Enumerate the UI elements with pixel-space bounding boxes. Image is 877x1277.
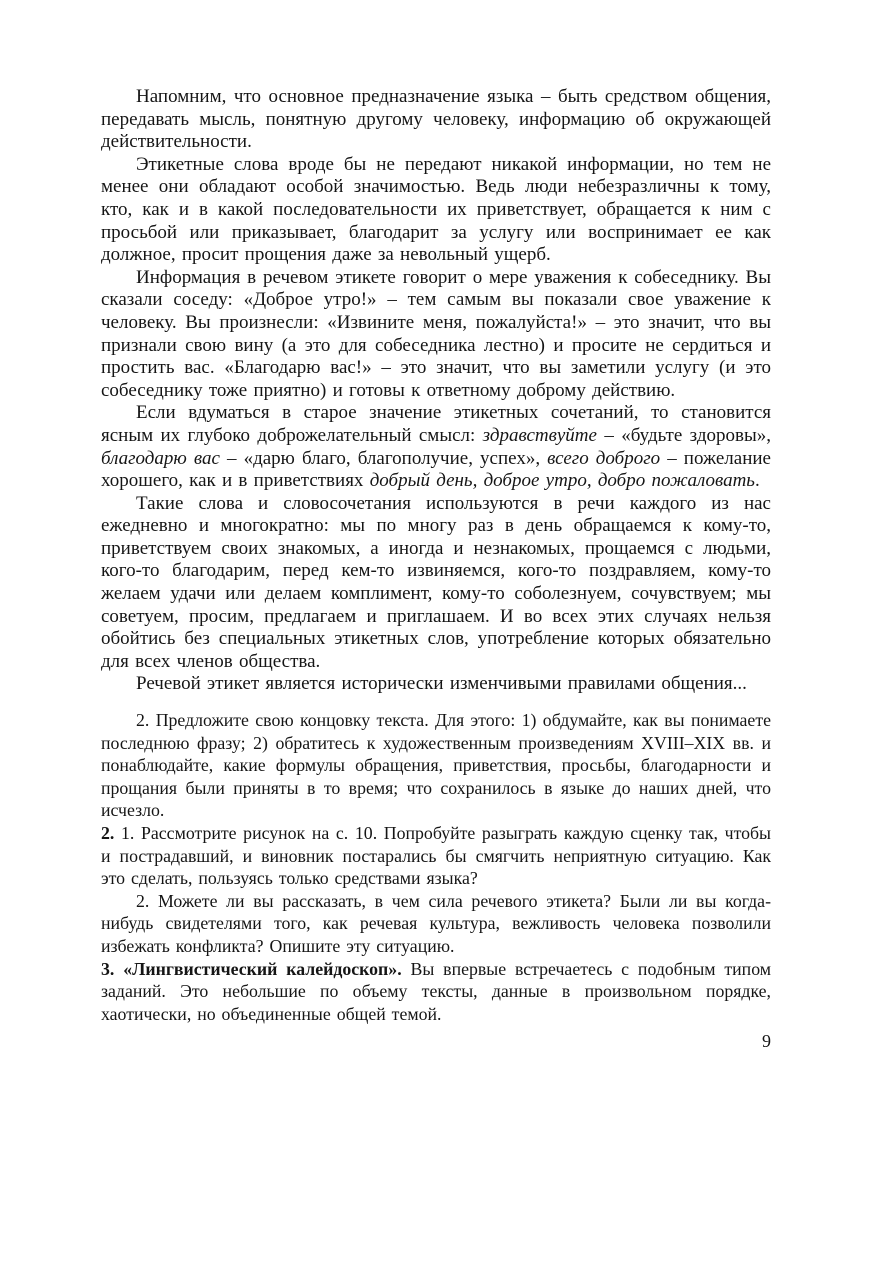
text-run: Вы впервые встречаетесь с подобным типом заданий. Это небольшие по объему тексты, данные в произвольном порядке, хаотически, но объединенные общей темой.: [101, 958, 771, 1024]
text-run: 2. Предложите свою концовку текста. Для этого: 1) обдумайте, как вы понимаете последнюю фразу; 2) обратитесь к художественным произведениям XVIII–XIX вв. и понаблюдайте, какие формулы обращения, приветствия, просьбы, благодарности и прощания были приняты в то время; что сохранилось в языке до наших дней, что исчезло.: [101, 710, 771, 821]
exercise-2-task-2: [101, 890, 771, 958]
italic-text-run: здравствуйте: [482, 424, 597, 446]
bold-text-run: 3. «Лингвистический калейдоскоп».: [101, 958, 402, 979]
para-language-purpose: [101, 86, 771, 154]
para-etiquette-words: [101, 154, 771, 267]
text-run: .: [754, 470, 760, 492]
text-run: – «будьте здоровы»,: [596, 424, 771, 446]
para-old-meanings: [101, 402, 771, 492]
text-run: Напомним, что основное предназначение языка – быть средством общения, передавать мысль, понятную другому человеку, информацию об окружающей действительности.: [101, 86, 771, 153]
text-run: Информация в речевом этикете говорит о мере уважения к собеседнику. Вы сказали соседу: «Доброе утро!» – тем самым вы показали свое уважение к человеку. Вы произнесли: «Извините меня, пожалуйста!» – это значит, что вы признали свою вину (а это для собеседника лестно) и просите не сердиться и простить вас. «Благодарю вас!» – это значит, что вы заметили услугу (и это собеседнику тоже приятно) и готовы к ответному доброму действию.: [101, 266, 771, 401]
exercise-2-task-1: [101, 822, 771, 890]
text-run: Если вдуматься в старое значение этикетных сочетаний, то становится ясным их глубоко доброжелательный смысл:: [101, 402, 771, 446]
italic-text-run: добрый день, доброе утро, добро пожаловать: [369, 470, 755, 492]
para-daily-usage: [101, 493, 771, 674]
italic-text-run: благодарю вас: [101, 447, 220, 469]
page-number: 9: [762, 1031, 771, 1052]
text-run: 1. Рассмотрите рисунок на с. 10. Попробуйте разыграть каждую сценку так, чтобы и пострадавший, и виновник постарались бы смягчить неприятную ситуацию. Как это сделать, пользуясь только средствами языка?: [101, 823, 771, 889]
text-run: Речевой этикет является исторически изменчивыми правилами общения...: [136, 673, 747, 695]
text-run: – пожелание хорошего, как и в приветствиях: [101, 447, 771, 492]
exercise-1-task-2: [101, 709, 771, 822]
text-block: [101, 86, 771, 1052]
italic-text-run: всего доброго: [547, 447, 661, 469]
exercise-section: [101, 709, 771, 1025]
text-run: – «дарю благо, благополучие, успех»,: [219, 447, 548, 469]
text-run: 2. Можете ли вы рассказать, в чем сила речевого этикета? Были ли вы когда-нибудь свидетелями того, как речевая культура, вежливость человека позволили избежать конфликта? Опишите эту ситуацию.: [101, 890, 771, 956]
bold-text-run: 2.: [101, 823, 115, 843]
para-changing-rules: [101, 673, 771, 696]
text-run: Такие слова и словосочетания используются в речи каждого из нас ежедневно и многократно: мы по многу раз в день обращаемся к кому-то, приветствуем своих знакомых, а иногда и незнакомых, прощаемся с людьми, кого-то благодарим, перед кем-то извиняемся, кого-то поздравляем, кому-то желаем удачи или делаем комплимент, кому-то соболезнуем, сочувствуем; мы советуем, просим, предлагаем и приглашаем. И во всех этих случаях нельзя обойтись без специальных этикетных слов, употребление которых обязательно для всех членов общества.: [101, 492, 771, 672]
exercise-3-kaleidoscope: [101, 958, 771, 1026]
para-etiquette-respect: [101, 267, 771, 403]
text-run: Этикетные слова вроде бы не передают никакой информации, но тем не менее они обладают особой значимостью. Ведь люди небезразличны к тому, кто, как и в какой последовательности их приветствует, обращается к ним с просьбой или приказывает, благодарит за услугу или воспринимает ее как должное, просит прощения даже за невольный ущерб.: [101, 153, 771, 266]
